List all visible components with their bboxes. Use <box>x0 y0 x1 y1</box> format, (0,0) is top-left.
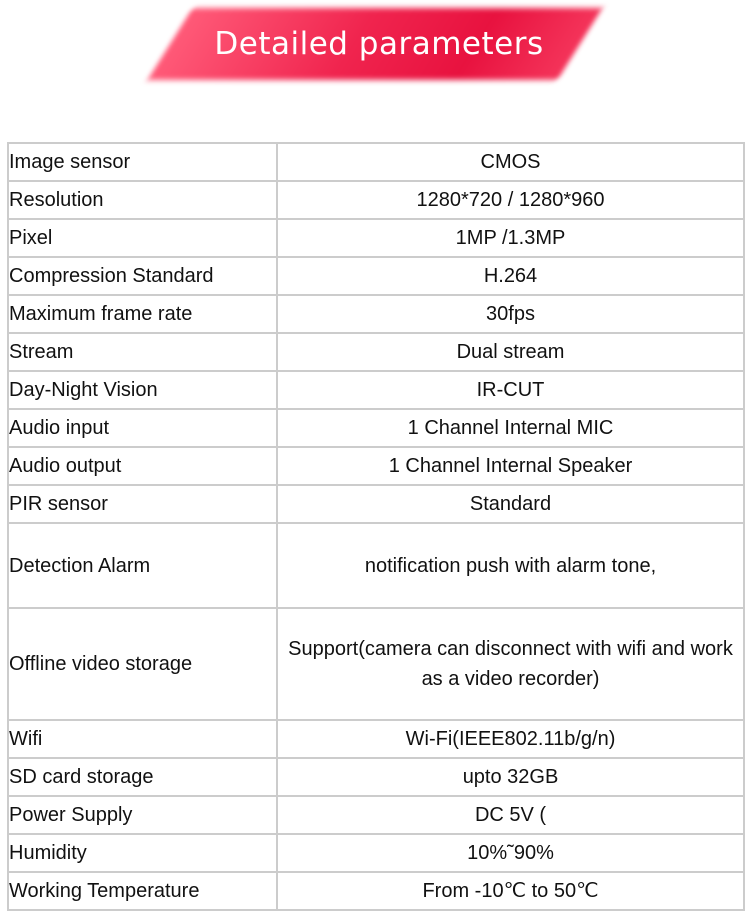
row-label: Working Temperature <box>8 872 277 910</box>
row-value: From -10℃ to 50℃ <box>277 872 744 910</box>
row-value: Dual stream <box>277 333 744 371</box>
row-label: Humidity <box>8 834 277 872</box>
table-row <box>8 447 744 485</box>
table-row <box>8 181 744 219</box>
row-value: upto 32GB <box>277 758 744 796</box>
banner-title: Detailed parameters <box>214 26 544 62</box>
table-row <box>8 485 744 523</box>
table-row <box>8 523 744 608</box>
table-row <box>8 143 744 181</box>
parameters-table-body <box>8 143 744 910</box>
row-value-cell <box>277 608 744 720</box>
table-row <box>8 758 744 796</box>
row-value: 1MP /1.3MP <box>277 219 744 257</box>
row-label: Resolution <box>8 181 277 219</box>
row-label: Offline video storage <box>8 608 277 720</box>
row-label: Compression Standard <box>8 257 277 295</box>
row-label: Detection Alarm <box>8 523 277 608</box>
parameters-table <box>7 142 745 911</box>
row-value: 10%˜90% <box>277 834 744 872</box>
table-row <box>8 257 744 295</box>
row-value: 30fps <box>277 295 744 333</box>
row-label: Image sensor <box>8 143 277 181</box>
table-row <box>8 608 744 720</box>
row-value: H.264 <box>277 257 744 295</box>
table-row <box>8 834 744 872</box>
row-label: Audio output <box>8 447 277 485</box>
row-label: Power Supply <box>8 796 277 834</box>
row-label: Audio input <box>8 409 277 447</box>
row-label: SD card storage <box>8 758 277 796</box>
row-label: Pixel <box>8 219 277 257</box>
table-row <box>8 409 744 447</box>
row-label: Maximum frame rate <box>8 295 277 333</box>
table-row <box>8 295 744 333</box>
row-value: Wi-Fi(IEEE802.11b/g/n) <box>277 720 744 758</box>
row-value: notification push with alarm tone, <box>277 523 744 608</box>
row-value: 1280*720 / 1280*960 <box>277 181 744 219</box>
table-row <box>8 720 744 758</box>
row-label: Day-Night Vision <box>8 371 277 409</box>
row-value: CMOS <box>277 143 744 181</box>
row-value: DC 5V ( <box>277 796 744 834</box>
row-value: 1 Channel Internal Speaker <box>277 447 744 485</box>
row-label: Wifi <box>8 720 277 758</box>
table-row <box>8 796 744 834</box>
table-row <box>8 872 744 910</box>
title-banner <box>170 8 580 80</box>
row-value: IR-CUT <box>277 371 744 409</box>
row-value: 1 Channel Internal MIC <box>277 409 744 447</box>
table-row <box>8 219 744 257</box>
row-label: Stream <box>8 333 277 371</box>
table-row <box>8 371 744 409</box>
table-row <box>8 333 744 371</box>
row-value: Standard <box>277 485 744 523</box>
row-value: Support(camera can disconnect with wifi and work as a video recorder) <box>288 638 733 690</box>
row-label: PIR sensor <box>8 485 277 523</box>
